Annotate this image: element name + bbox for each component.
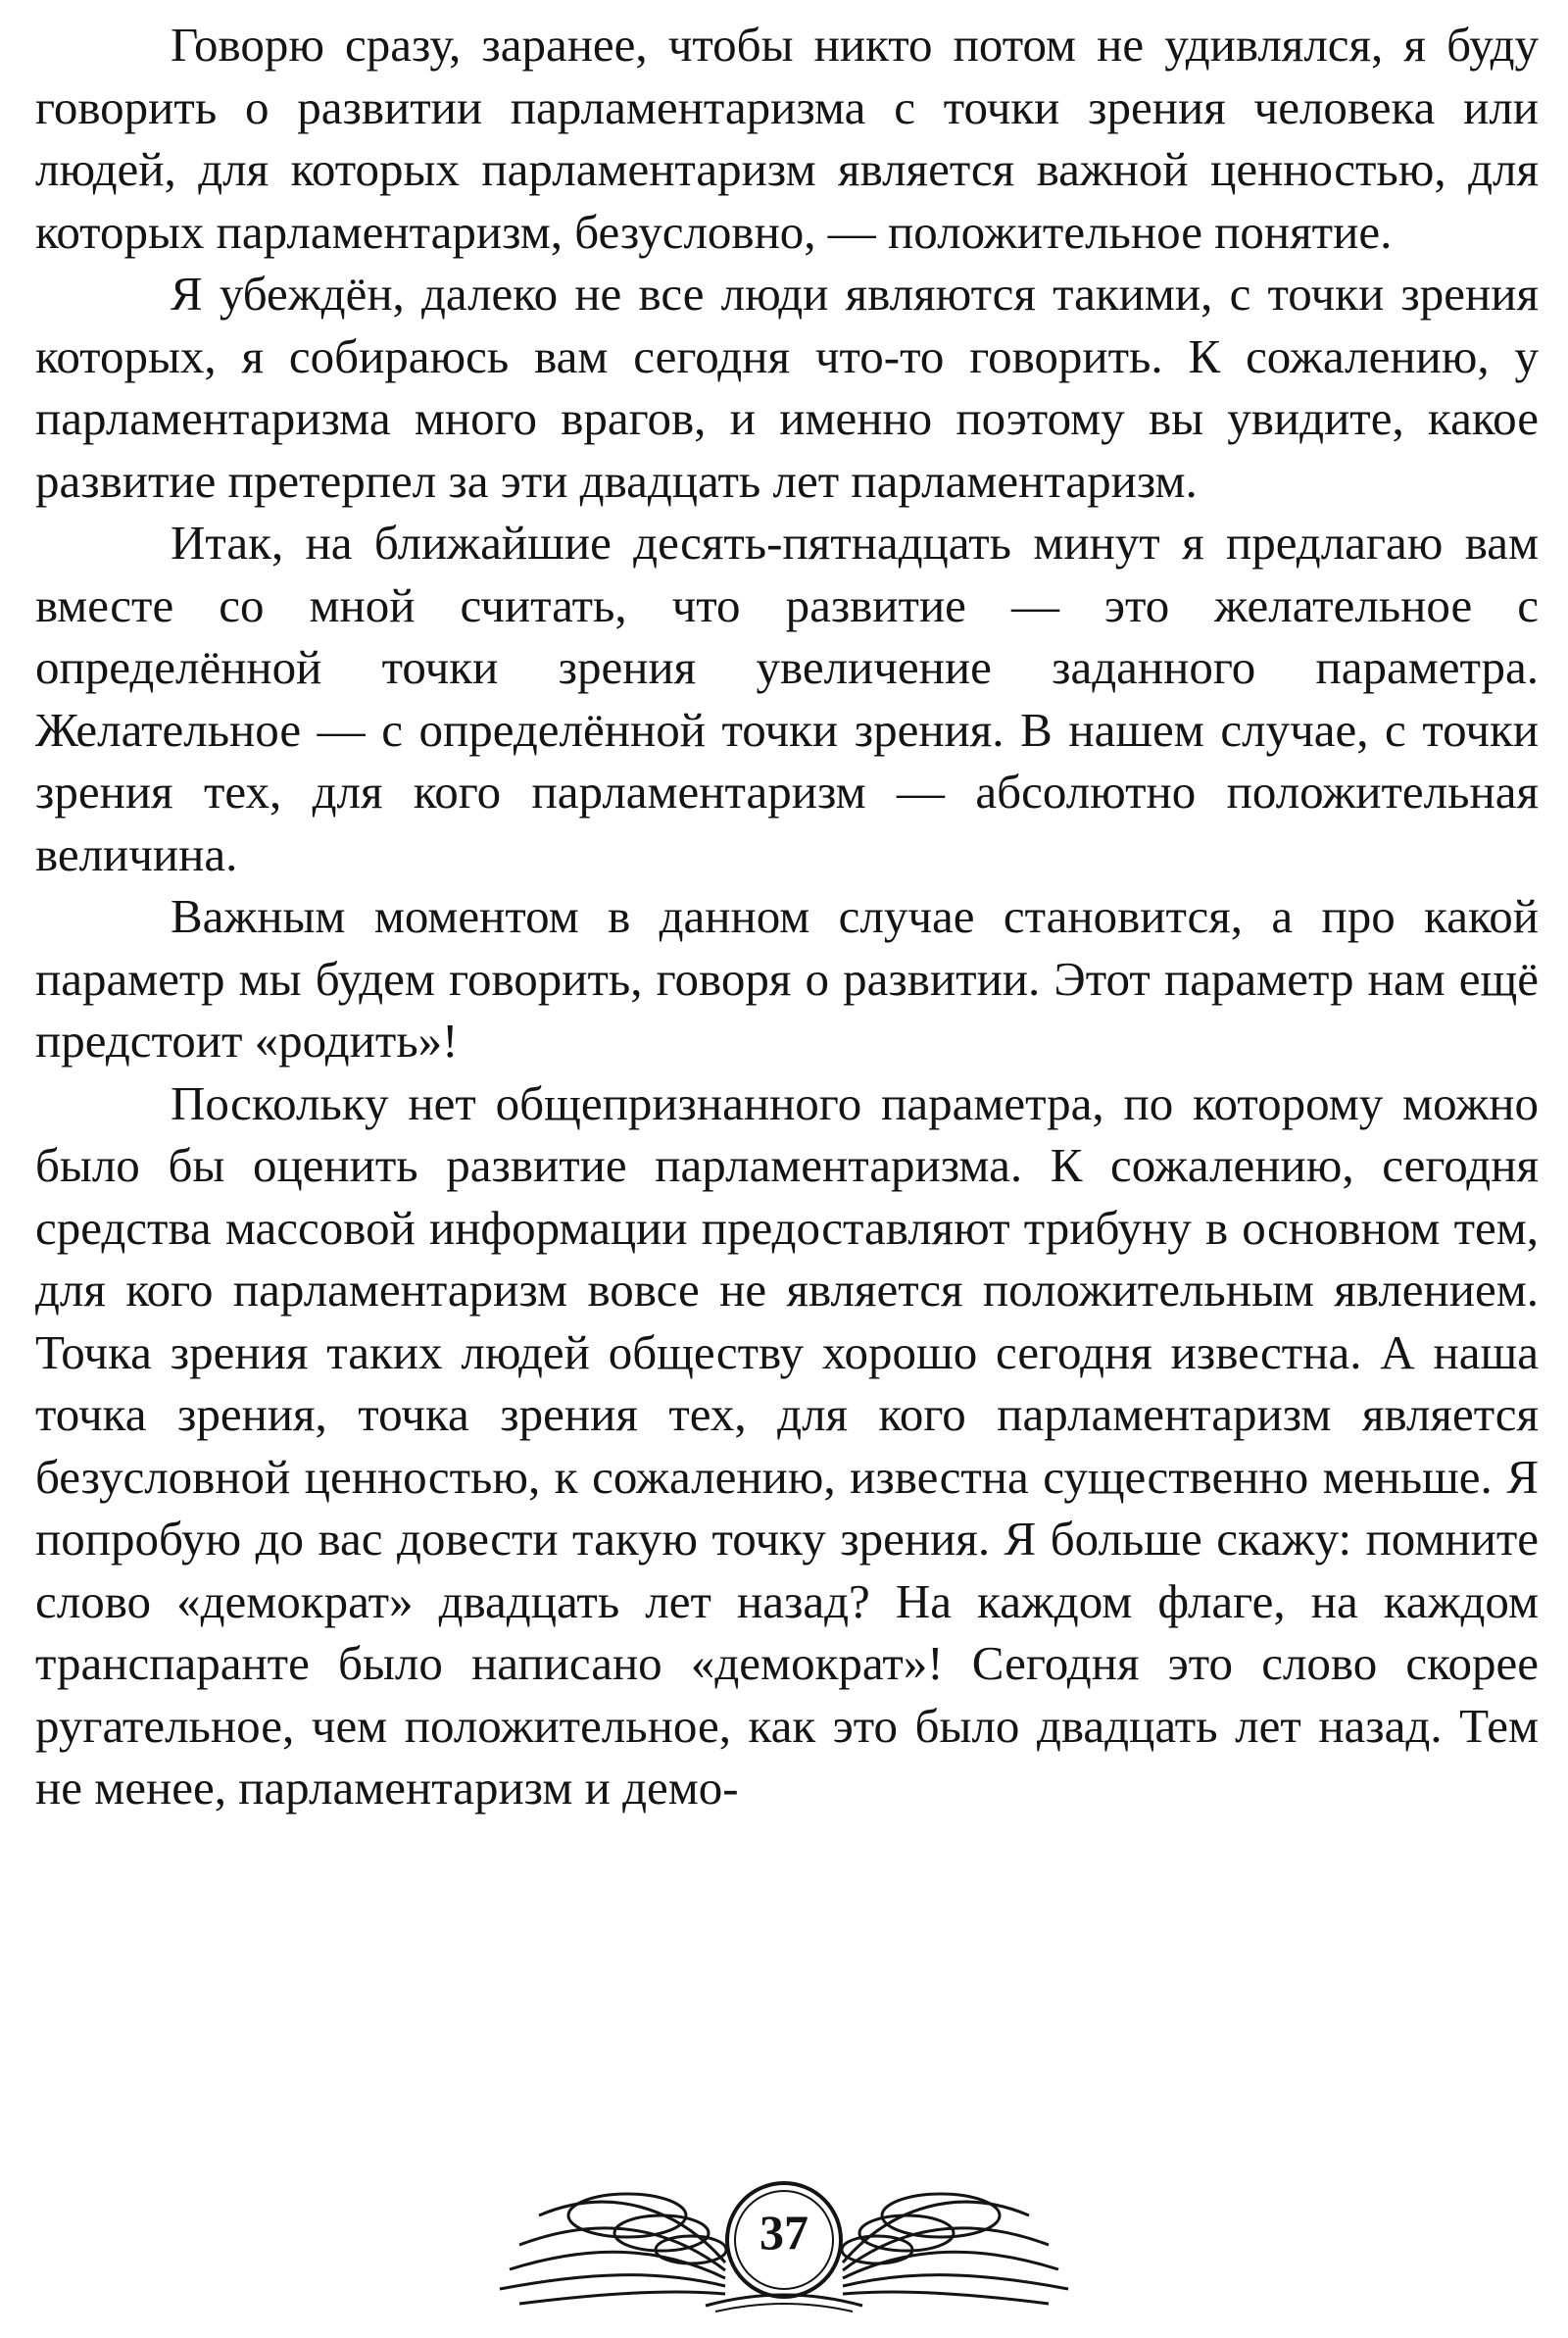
page-number: 37: [760, 2205, 808, 2260]
paragraph-5: Поскольку нет общепризнанного параметра, по которому можно было бы оценить развитие парламентаризма. К сожалению, сегодня средства массовой информации предоставляют трибуну в основном тем, для кого парламентаризм вовсе не является положительным явлением. Точка зрения таких людей обществу хорошо сегодня известна. А наша точка зрения, точка зрения тех, для кого парламентаризм является безусловной ценностью, к сожалению, известна существенно меньше. Я попробую до вас довести такую точку зрения. Я больше скажу: помните слово «демократ» двадцать лет назад? На каждом флаге, на каждом транспаранте было написано «демократ»! Сегодня это слово скорее ругательное, чем положительное, как это было двадцать лет назад. Тем не менее, парламентаризм и демо-: [35, 1075, 1539, 1815]
page-body: [35, 14, 1539, 1819]
paragraph-4: Важным моментом в данном случае становится, а про какой параметр мы будем говорить, говоря о развитии. Этот параметр нам ещё предстоит «родить»!: [35, 889, 1539, 1068]
page-footer: [480, 2147, 1088, 2313]
paragraph-1: Говорю сразу, заранее, чтобы никто потом не удивлялся, я буду говорить о развитии парламентаризма с точки зрения человека или людей, для которых парламентаризм является важной ценностью, для которых парламентаризм, безусловно, — положительное понятие.: [35, 18, 1539, 259]
paragraph-2: Я убеждён, далеко не все люди являются такими, с точки зрения которых, я собираюсь вам сегодня что-то говорить. К сожалению, у парламентаризма много врагов, и именно поэтому вы увидите, какое развитие претерпел за эти двадцать лет парламентаризм.: [35, 267, 1539, 508]
paragraph-3: Итак, на ближайшие десять-пятнадцать минут я предлагаю вам вместе со мной считать, что развитие — это желательное с определённой точки зрения увеличение заданного параметра. Желательное — с определённой точки зрения. В нашем случае, с точки зрения тех, для кого парламентаризм — абсолютно положительная величина.: [35, 516, 1539, 881]
